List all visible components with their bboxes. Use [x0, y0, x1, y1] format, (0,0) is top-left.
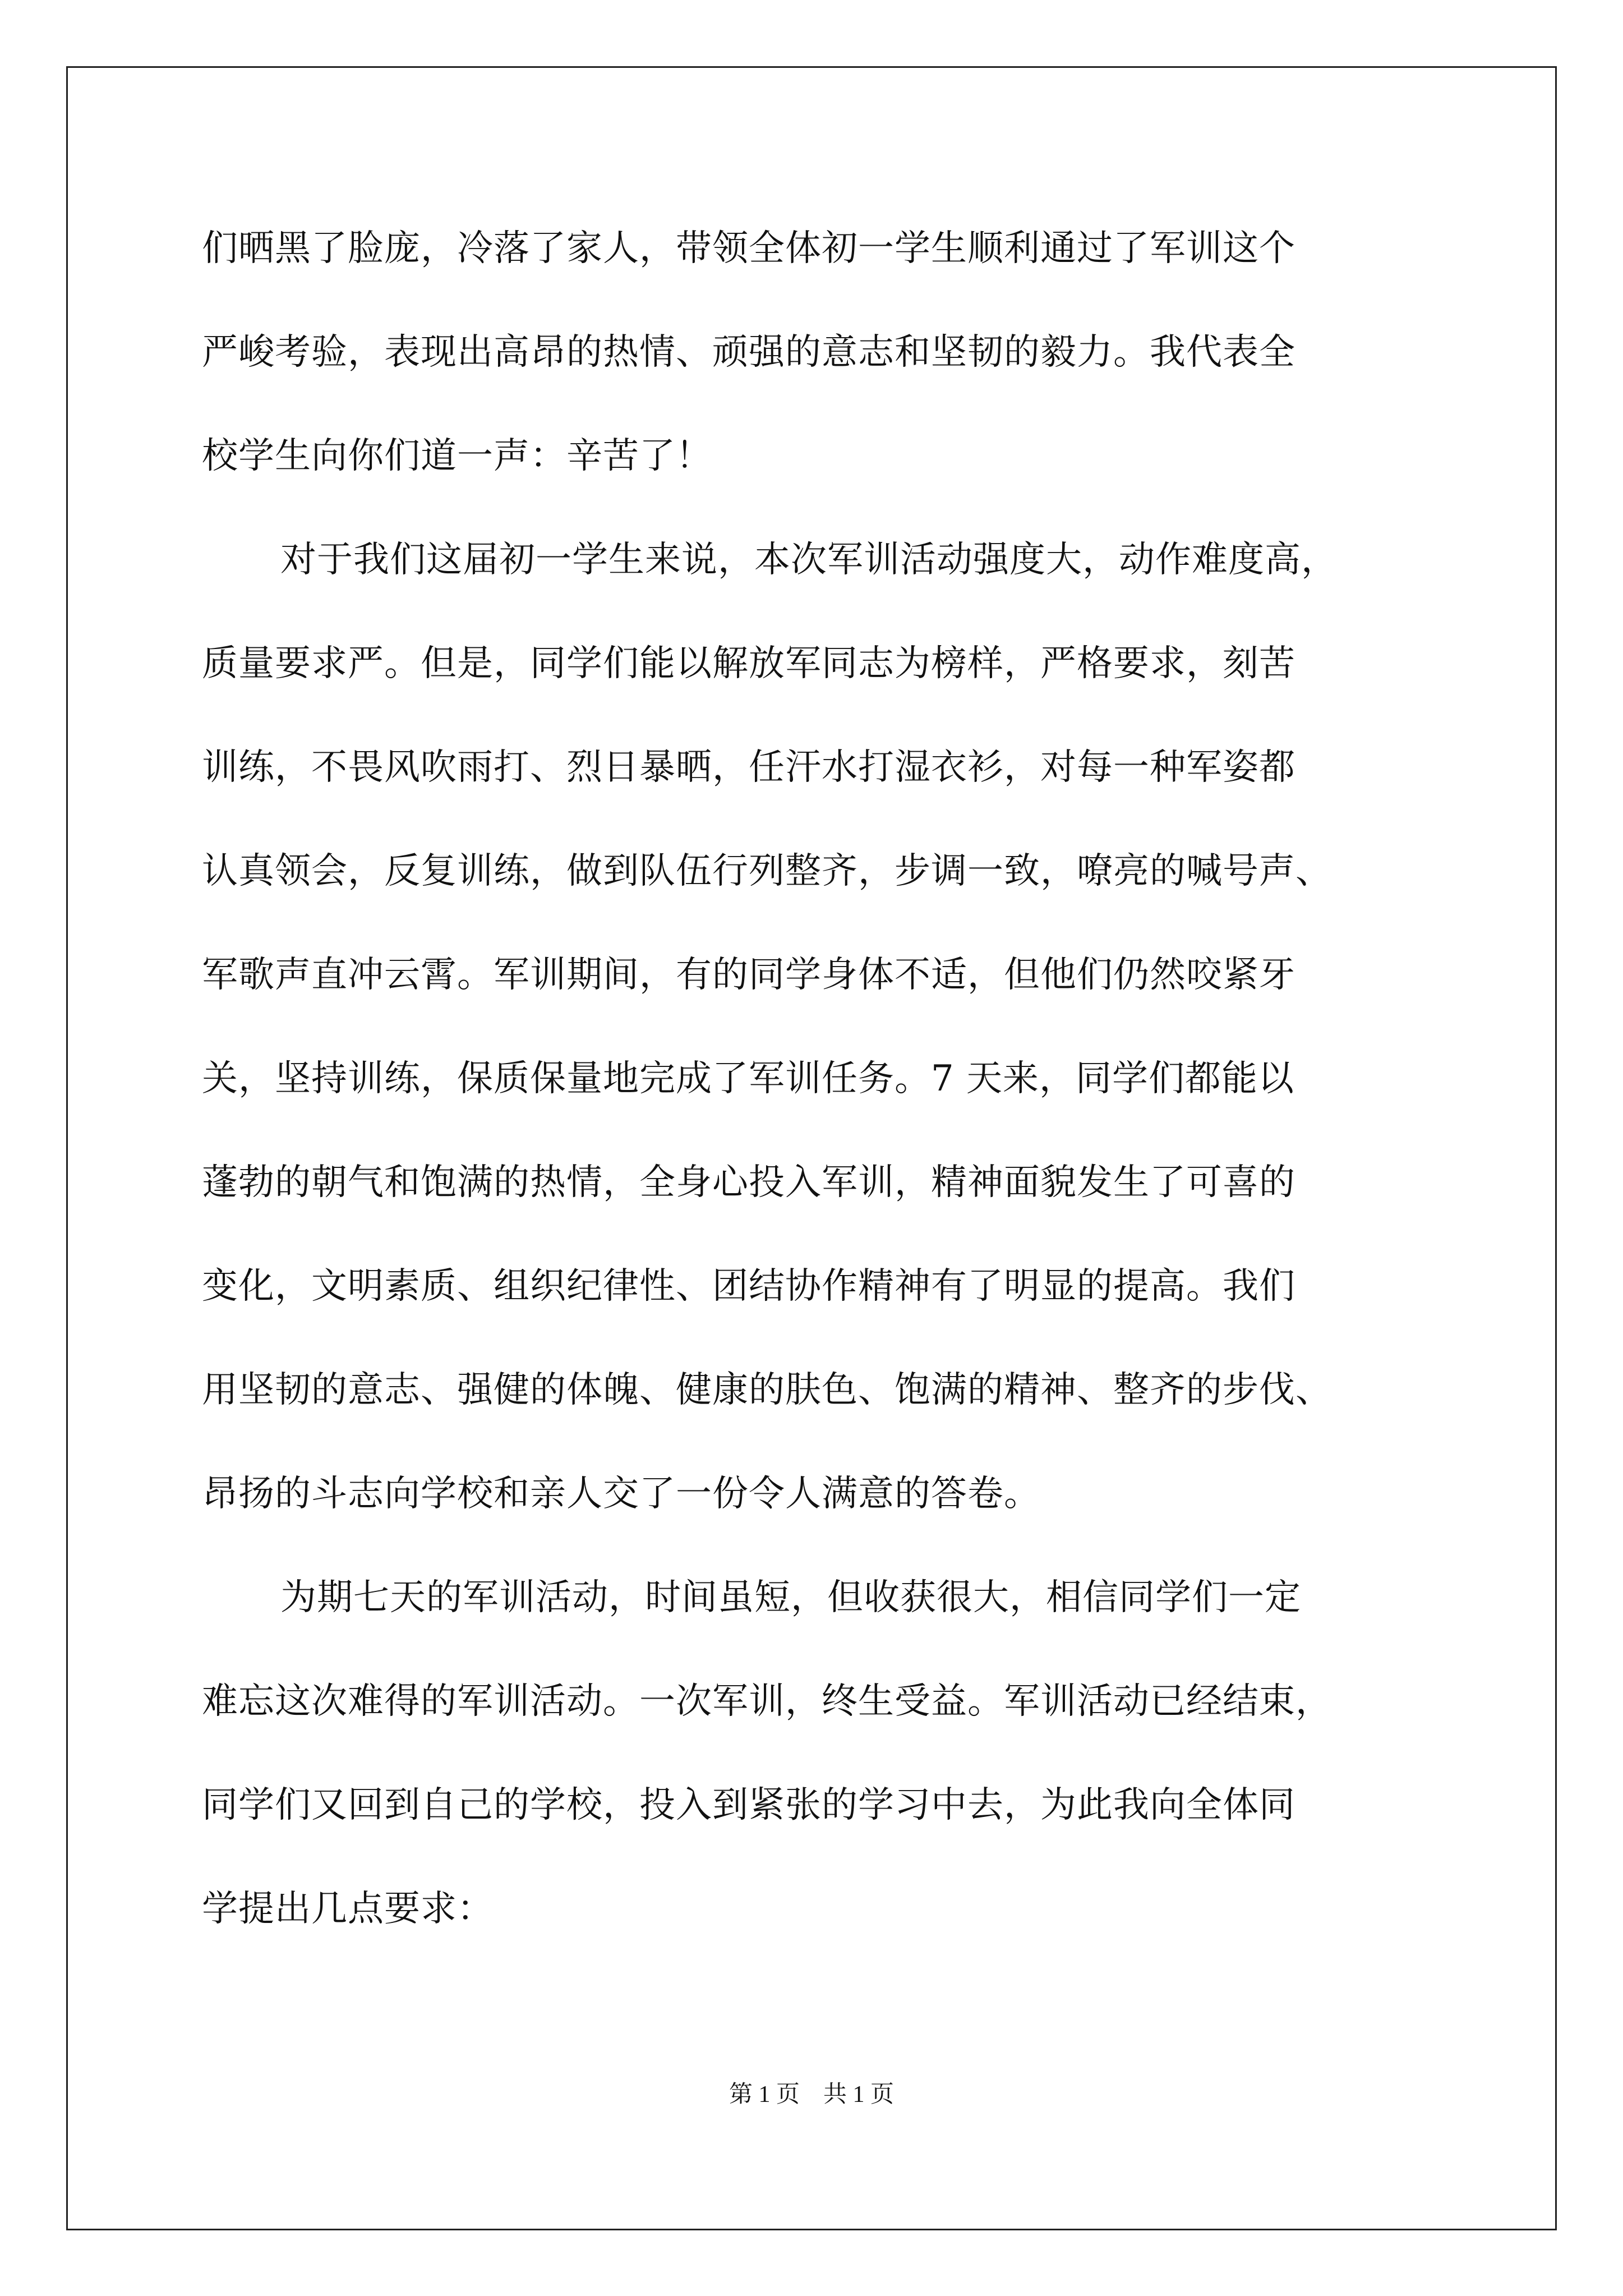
text-line: 蓬勃的朝气和饱满的热情，全身心投入军训，精神面貌发生了可喜的 — [202, 1162, 1295, 1203]
text-line: 难忘这次难得的军训活动。一次军训，终生受益。军训活动已经结束， — [202, 1681, 1332, 1722]
text-line: 校学生向你们道一声：辛苦了！ — [202, 435, 712, 477]
text-line: 质量要求严。但是，同学们能以解放军同志为榜样，严格要求，刻苦 — [202, 643, 1295, 684]
text-line: 训练，不畏风吹雨打、烈日暴晒，任汗水打湿衣衫，对每一种军姿都 — [202, 747, 1295, 788]
text-line: 严峻考验，表现出高昂的热情、顽强的意志和坚韧的毅力。我代表全 — [202, 332, 1295, 373]
document-body — [202, 215, 1458, 1979]
text-line: 们晒黑了脸庞，冷落了家人，带领全体初一学生顺利通过了军训这个 — [202, 228, 1295, 269]
text-line: 认真领会，反复训练，做到队伍行列整齐，步调一致，嘹亮的喊号声、 — [202, 850, 1332, 892]
text-line: 关，坚持训练，保质保量地完成了军训任务。7 天来，同学们都能以 — [202, 1058, 1295, 1099]
paragraph-first-line: 为期七天的军训活动，时间虽短，但收获很大，相信同学们一定 — [280, 1577, 1301, 1618]
page-number-footer: 第 1 页 共 1 页 — [728, 2082, 894, 2108]
text-line: 变化，文明素质、组织纪律性、团结协作精神有了明显的提高。我们 — [202, 1266, 1295, 1307]
text-line: 同学们又回到自己的学校，投入到紧张的学习中去，为此我向全体同 — [202, 1784, 1295, 1826]
paragraph-first-line: 对于我们这届初一学生来说，本次军训活动强度大，动作难度高， — [280, 539, 1338, 581]
text-line: 军歌声直冲云霄。军训期间，有的同学身体不适，但他们仍然咬紧牙 — [202, 954, 1295, 996]
text-line: 昂扬的斗志向学校和亲人交了一份令人满意的答卷。 — [202, 1473, 1040, 1515]
text-line: 用坚韧的意志、强健的体魄、健康的肤色、饱满的精神、整齐的步伐、 — [202, 1369, 1332, 1411]
text-line: 学提出几点要求： — [202, 1888, 494, 1930]
